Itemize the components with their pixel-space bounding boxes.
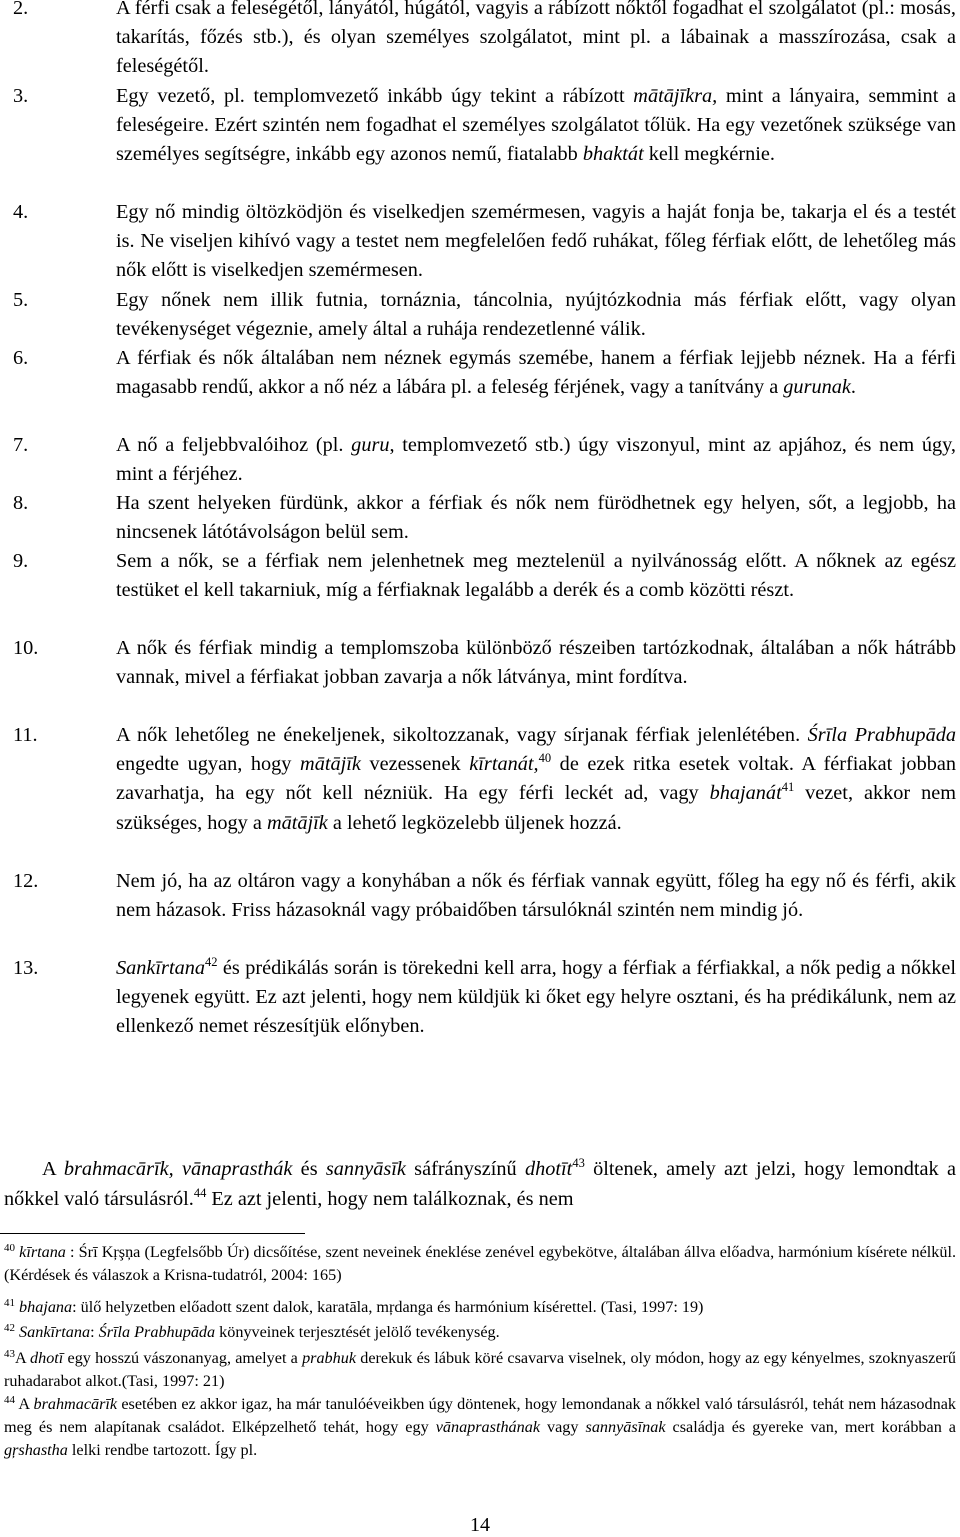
list-item-text: A nők lehetőleg ne énekeljenek, sikoltozzanak, vagy sírjanak férfiak jelenlétében. Śrīla Prabhupāda engedte ugyan, hogy mātājīk vezessenek kīrtanát,$^{40}$ de ezek ritka esetek voltak. A férfiakat jobban zavarhatja, ha egy nőt kell nézniük. Ha egy férfi leckét ad, vagy bhajanát$^{41}$ vezet, akkor nem szükséges, hogy a mātājīk a lehető legközelebb üljenek hozzá. <box>116 724 956 834</box>
list-item-text: Ha szent helyeken fürdünk, akkor a férfiak és nők nem fürödhetnek egy helyen, sőt, a legjobb, ha nincsenek látótávolságon belül sem. <box>116 492 956 544</box>
list-item-text: A nő a feljebbvalóihoz (pl. guru, templomvezető stb.) úgy viszonyul, mint az apjához, és nem úgy, mint a férjéhez. <box>116 434 956 486</box>
list-item-number: 3. <box>13 85 29 107</box>
footnote: $^{43}$A dhotī egy hosszú vászonanyag, amelyet a prabhuk derekuk és lábuk köré csavarva viselnek, oly módon, hogy az egy kényelmes, szoknyaszerű ruhadarabot alkot.(Tasi, 1997: 21) <box>4 1348 956 1390</box>
list-item-number: 6. <box>13 347 29 369</box>
list-item-text: Egy vezető, pl. templomvezető inkább úgy tekint a rábízott mātājīkra, mint a lányaira, semmint a feleségeire. Ezért szintén nem fogadhat el személyes szolgálatot tőlük. Ha egy vezetőnek szüksége van személyes segítségre, inkább egy azonos nemű, fiatalabb bhaktát kell megkérnie. <box>116 85 956 166</box>
list-item-text: Egy nő mindig öltözködjön és viselkedjen szemérmesen, vagyis a haját fonja be, takarja el és a testét is. Ne viseljen kihívó vagy a testet nem megfelelően fedő ruhákat, főleg férfiak előtt, de lehetőleg más nők előtt is viselkedjen szemérmesen. <box>116 201 956 282</box>
footnote: $^{40}$ kīrtana : Śrī Kŗşņa (Legfelsőbb Úr) dicsőítése, szent neveinek éneklése zenével egybekötve, általában állva előadva, harmónium kísérete nélkül. (Kérdések és válaszok a Krisna-tudatról, 2004: 165) <box>4 1242 956 1284</box>
list-item-text: Egy nőnek nem illik futnia, tornáznia, táncolnia, nyújtózkodnia más férfiak előtt, vagy olyan tevékenységet végeznie, amely által a ruhája rendezetlenné válik. <box>116 289 956 341</box>
page-number: 14 <box>470 1514 490 1536</box>
list-item-text: Nem jó, ha az oltáron vagy a konyhában a nők és férfiak vannak együtt, főleg ha egy nő és férfi, akik nem házasok. Friss házasoknál vagy próbaidőben társulóknál szintén nem mindig jó. <box>116 870 956 922</box>
list-item-number: 13. <box>13 957 39 979</box>
list-item-number: 4. <box>13 201 29 223</box>
footnote: $^{44}$ A brahmacārīk esetében ez akkor igaz, ha már tanulóéveikben úgy döntenek, hogy lemondanak a nőkkel való társulásról, tehát nem házasodnak meg és nem alapítanak családot. Elképzelhető tehát, hogy egy vānaprasthának vagy sannyāsīnak családja és gyereke van, mert korábban a gŗshastha lelki rendbe tartozott. Így pl. <box>4 1394 956 1459</box>
list-item-number: 5. <box>13 289 29 311</box>
list-item-text: Sem a nők, se a férfiak nem jelenhetnek meg meztelenül a nyilvánosság előtt. A nőknek az egész testüket el kell takarniuk, míg a férfiaknak legalább a derék és a comb közötti részt. <box>116 550 956 602</box>
list-item-text: A férfiak és nők általában nem néznek egymás szemébe, hanem a férfiak lejjebb néznek. Ha a férfi magasabb rendű, akkor a nő néz a lábára pl. a feleség férjének, vagy a tanítvány a gurunak. <box>116 347 956 399</box>
list-item-number: 9. <box>13 550 29 572</box>
list-item-text: A férfi csak a feleségétől, lányától, húgától, vagyis a rábízott nőktől fogadhat el szolgálatot (pl.: mosás, takarítás, főzés stb.), és olyan személyes szolgálatot, mint pl. a lábainak a masszírozása, csak a feleségétől. <box>116 0 956 78</box>
footnote: $^{42}$ Sankīrtana: Śrīla Prabhupāda könyveinek terjesztését jelölő tevékenység. <box>4 1322 500 1341</box>
list-item-number: 11. <box>13 724 38 746</box>
list-item-number: 10. <box>13 637 39 659</box>
list-item-number: 12. <box>13 870 39 892</box>
list-item-text: Sankīrtana$^{42}$ és prédikálás során is törekedni kell arra, hogy a férfiak a férfiakkal, a nők pedig a nőkkel legyenek együtt. Ez azt jelenti, hogy nem küldjük ki őket egy helyre osztani, és ha prédikálunk, nem az ellenkező nemet részesítjük előnyben. <box>116 955 956 1038</box>
footnote: $^{41}$ bhajana: ülő helyzetben előadott szent dalok, karatāla, mŗdanga és harmónium kísérettel. (Tasi, 1997: 19) <box>4 1297 704 1316</box>
list-item-number: 7. <box>13 434 29 456</box>
list-item-number: 2. <box>13 0 29 19</box>
list-item-number: 8. <box>13 492 29 514</box>
body-paragraph: A brahmacārīk, vānaprasthák és sannyāsīk sáfrányszínű dhotīt$^{43}$ öltenek, amely azt jelzi, hogy lemondtak a nőkkel való társulásról.$^{44}$ Ez azt jelenti, hogy nem találkoznak, és nem <box>4 1156 956 1210</box>
list-item-text: A nők és férfiak mindig a templomszoba különböző részeiben tartózkodnak, általában a nők hátrább vannak, mivel a férfiakat jobban zavarja a nők látványa, mint fordítva. <box>116 637 956 689</box>
footnote-separator <box>0 1233 305 1234</box>
